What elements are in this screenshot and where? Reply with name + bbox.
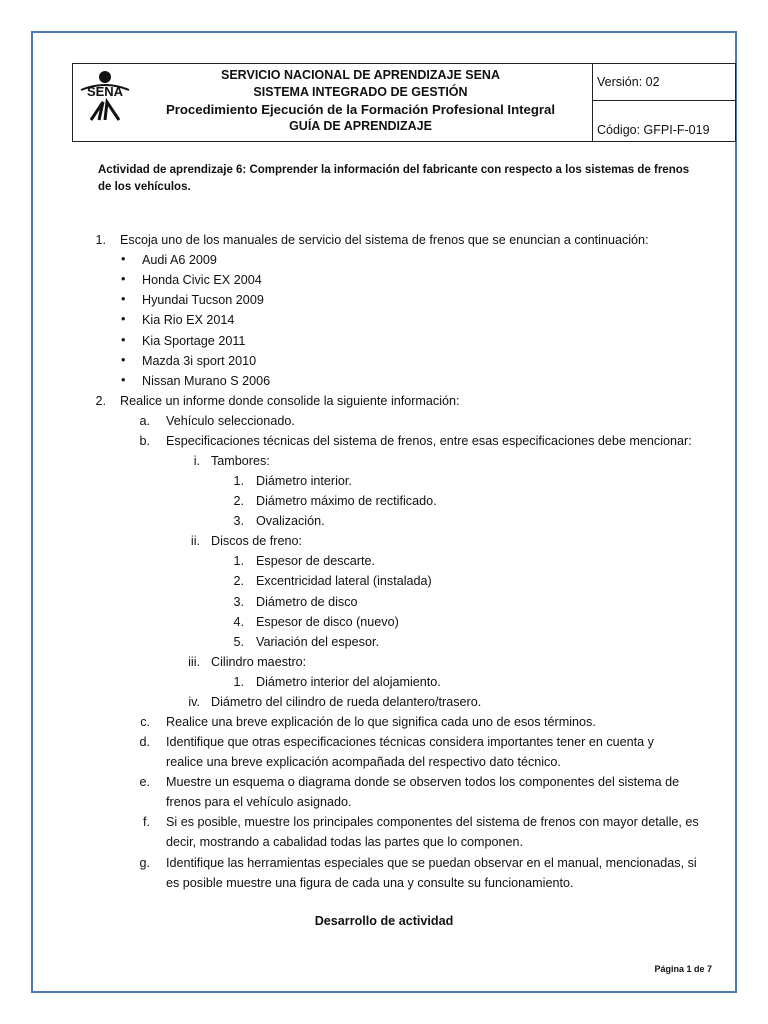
- sena-logo-icon: [77, 68, 133, 136]
- item-2e-text: Muestre un esquema o diagrama donde se observen todos los componentes del sistema de: [166, 775, 680, 789]
- list-item: Excentricidad lateral (instalada): [256, 574, 432, 588]
- bullet: •: [121, 373, 126, 387]
- header-line-1: SERVICIO NACIONAL DE APRENDIZAJE SENA: [221, 68, 500, 82]
- item-2b-iii-text: Cilindro maestro:: [211, 655, 307, 669]
- list-item: Kia Sportage 2011: [142, 334, 246, 348]
- item-2b-text: Especificaciones técnicas del sistema de frenos, entre esas especificaciones debe mencionar:: [166, 434, 692, 448]
- item-2a-text: Vehículo seleccionado.: [166, 414, 295, 428]
- section-title: Desarrollo de actividad: [314, 914, 454, 928]
- item-2e-text-cont: frenos para el vehículo asignado.: [166, 795, 352, 809]
- item-2b-iv-text: Diámetro del cilindro de rueda delantero/trasero.: [211, 695, 482, 709]
- item-2d-text-cont: realice una breve explicación acompañada del respectivo dato técnico.: [166, 755, 561, 769]
- list-marker: 1.: [233, 554, 244, 568]
- list-marker: iv.: [188, 695, 200, 709]
- list-item: Ovalización.: [256, 514, 325, 528]
- bullet: •: [121, 272, 126, 286]
- item-2b-i-text: Tambores:: [211, 454, 270, 468]
- header-line-4: GUÍA DE APRENDIZAJE: [289, 119, 432, 133]
- list-marker: c.: [140, 715, 150, 729]
- item-2f-text: Si es posible, muestre los principales componentes del sistema de frenos con mayor detalle, es: [166, 815, 699, 829]
- page-number: Página 1 de 7: [654, 964, 712, 974]
- list-marker: f.: [143, 815, 150, 829]
- bullet: •: [121, 292, 126, 306]
- code-label: Código: GFPI-F-019: [593, 100, 735, 141]
- bullet: •: [121, 333, 126, 347]
- list-marker: 5.: [233, 635, 244, 649]
- list-marker: 2.: [233, 574, 244, 588]
- list-marker: 1.: [233, 474, 244, 488]
- list-item: Diámetro de disco: [256, 595, 358, 609]
- list-item: Diámetro máximo de rectificado.: [256, 494, 437, 508]
- list-marker: 3.: [233, 514, 244, 528]
- activity-intro: Actividad de aprendizaje 6: Comprender la información del fabricante con respecto a los sistemas de frenos de los vehículos.: [98, 164, 690, 193]
- list-item: Kia Rio EX 2014: [142, 313, 235, 327]
- item-2d-text: Identifique que otras especificaciones técnicas considera importantes tener en cuenta y: [166, 735, 654, 749]
- list-marker: i.: [193, 454, 200, 468]
- list-item: Mazda 3i sport 2010: [142, 354, 257, 368]
- list-marker: 1.: [95, 233, 106, 247]
- list-marker: 2.: [95, 394, 106, 408]
- list-item: Hyundai Tucson 2009: [142, 293, 264, 307]
- list-marker: g.: [139, 856, 150, 870]
- list-marker: 1.: [233, 675, 244, 689]
- list-item: Espesor de descarte.: [256, 554, 376, 568]
- bullet: •: [121, 252, 126, 266]
- item-1-text: Escoja uno de los manuales de servicio del sistema de frenos que se enuncian a continuación:: [120, 233, 649, 247]
- list-marker: 3.: [233, 595, 244, 609]
- list-marker: d.: [139, 735, 150, 749]
- document-header: [72, 63, 736, 142]
- list-item: Diámetro interior del alojamiento.: [256, 675, 441, 689]
- bullet: •: [121, 353, 126, 367]
- list-marker: 4.: [233, 615, 244, 629]
- svg-text:SENA: SENA: [86, 84, 124, 99]
- header-line-3: Procedimiento Ejecución de la Formación Profesional Integral: [165, 102, 556, 117]
- list-item: Espesor de disco (nuevo): [256, 615, 399, 629]
- list-item: Variación del espesor.: [256, 635, 379, 649]
- list-item: Audi A6 2009: [142, 253, 217, 267]
- list-item: Diámetro interior.: [256, 474, 352, 488]
- list-item: Nissan Murano S 2006: [142, 374, 271, 388]
- header-line-2: SISTEMA INTEGRADO DE GESTIÓN: [253, 85, 468, 99]
- list-marker: 2.: [233, 494, 244, 508]
- item-2c-text: Realice una breve explicación de lo que significa cada uno de esos términos.: [166, 715, 596, 729]
- item-2g-text-cont: es posible muestre una figura de cada una y consulte su funcionamiento.: [166, 876, 574, 890]
- list-marker: a.: [139, 414, 150, 428]
- list-marker: ii.: [190, 534, 200, 548]
- header-title-cell: [73, 64, 593, 141]
- header-meta-cell: [593, 64, 735, 141]
- list-item: Honda Civic EX 2004: [142, 273, 262, 287]
- item-2b-ii-text: Discos de freno:: [211, 534, 302, 548]
- item-2-text: Realice un informe donde consolide la siguiente información:: [120, 394, 460, 408]
- list-marker: iii.: [188, 655, 200, 669]
- bullet: •: [121, 312, 126, 326]
- version-label: Versión: 02: [597, 75, 660, 89]
- item-2g-text: Identifique las herramientas especiales que se puedan observar en el manual, mencionadas, si: [166, 856, 697, 870]
- item-2f-text-cont: decir, mostrando a cabalidad todas las partes que lo componen.: [166, 835, 524, 849]
- list-marker: e.: [139, 775, 150, 789]
- list-marker: b.: [139, 434, 150, 448]
